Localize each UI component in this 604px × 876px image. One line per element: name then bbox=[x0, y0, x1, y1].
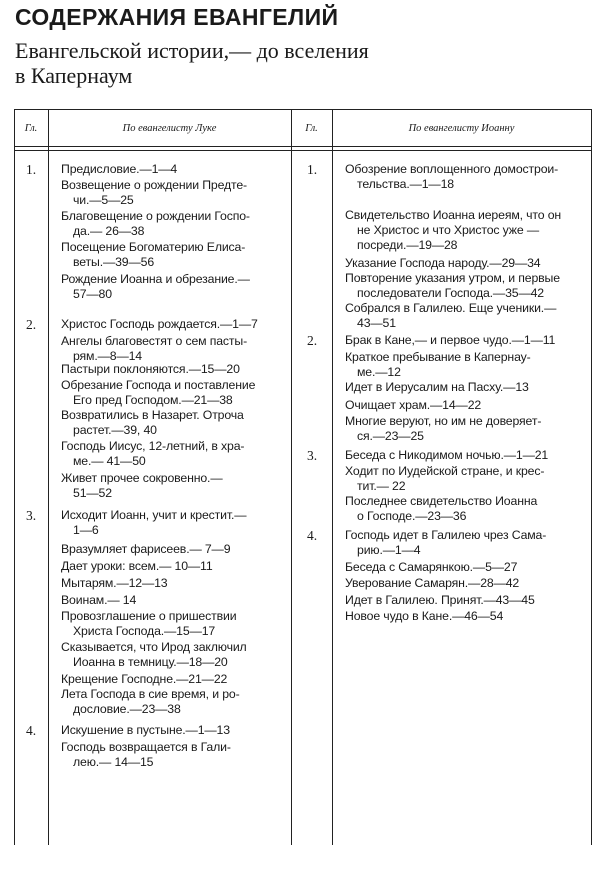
luke-entry-line: да.— 26—38 bbox=[73, 224, 145, 238]
luke-entry-line: Вразумляет фарисеев.— 7—9 bbox=[61, 542, 231, 556]
header-gl-right: Гл. bbox=[305, 123, 318, 134]
luke-entry-line: Крещение Господне.—21—22 bbox=[61, 672, 228, 686]
luke-entry-line: Ангелы благовестят о сем пасты- bbox=[61, 334, 248, 348]
john-entry bbox=[345, 380, 529, 395]
luke-entry bbox=[61, 559, 213, 574]
luke-chapter-number: 1. bbox=[25, 162, 37, 177]
luke-entry-line: Дает уроки: всем.— 10—11 bbox=[61, 559, 213, 573]
page-subtitle bbox=[15, 38, 435, 88]
header-divider bbox=[14, 150, 592, 151]
luke-chapter-number: 4. bbox=[25, 723, 37, 738]
luke-entry-line: дословие.—23—38 bbox=[73, 702, 181, 716]
luke-entry-line: Возвратились в Назарет. Отроча bbox=[61, 408, 244, 422]
luke-entry bbox=[61, 272, 250, 302]
luke-entry-line: Рождение Иоанна и обрезание.— bbox=[61, 272, 250, 286]
luke-entry bbox=[61, 178, 247, 208]
luke-entry bbox=[61, 640, 247, 670]
luke-entry bbox=[61, 471, 222, 501]
john-entry-line: рию.—1—4 bbox=[357, 543, 421, 557]
john-entry-line: ме.—12 bbox=[357, 365, 401, 379]
table-divider bbox=[48, 109, 49, 845]
luke-entry-line: чи.—5—25 bbox=[73, 193, 134, 207]
john-entry bbox=[345, 560, 517, 575]
luke-entry-line: Исходит Иоанн, учит и крестит.— bbox=[61, 508, 247, 522]
luke-entry bbox=[61, 687, 240, 717]
john-entry-line: Идет в Иерусалим на Пасху.—13 bbox=[345, 380, 529, 394]
header-john: По евангелисту Иоанну bbox=[408, 123, 515, 134]
john-entry bbox=[345, 494, 537, 524]
john-entry bbox=[345, 576, 519, 591]
luke-entry-line: Живет прочее сокровенно.— bbox=[61, 471, 223, 485]
luke-entry-line: веты.—39—56 bbox=[73, 255, 155, 269]
table-divider bbox=[332, 109, 333, 845]
luke-entry bbox=[61, 672, 227, 687]
luke-chapter-number: 3. bbox=[25, 508, 37, 523]
john-entry bbox=[345, 609, 503, 624]
luke-entry-line: Посещение Богоматерию Елиса- bbox=[61, 240, 246, 254]
luke-entry-line: лею.— 14—15 bbox=[73, 755, 154, 769]
john-entry-line: Ходит по Иудейской стране, и крес- bbox=[345, 464, 545, 478]
john-entry-line: Повторение указания утром, и первые bbox=[345, 271, 560, 285]
table-border-left bbox=[14, 109, 15, 845]
john-entry-line: Обозрение воплощенного домострои- bbox=[345, 162, 559, 176]
john-entry-line: Брак в Кане,— и первое чудо.—1—11 bbox=[345, 333, 556, 347]
john-entry bbox=[345, 414, 541, 444]
luke-entry-line: Господь возвращается в Гали- bbox=[61, 740, 231, 754]
john-entry-line: ся.—23—25 bbox=[357, 429, 424, 443]
luke-entry bbox=[61, 378, 255, 408]
header-luke: По евангелисту Луке bbox=[122, 123, 217, 134]
luke-entry bbox=[61, 408, 244, 438]
luke-entry-line: Христа Господа.—15—17 bbox=[73, 624, 216, 638]
luke-entry-line: Лета Господа в сие время, и ро- bbox=[61, 687, 240, 701]
john-entry-line: Свидетельство Иоанна иереям, что он bbox=[345, 208, 562, 222]
john-entry bbox=[345, 398, 481, 413]
john-chapter-number: 1. bbox=[306, 162, 318, 177]
john-entry-line: Собрался в Галилею. Еще ученики.— bbox=[345, 301, 557, 315]
subtitle-line: в Капернаум bbox=[15, 63, 133, 88]
subtitle-line: Евангельской истории,— до вселения bbox=[15, 38, 369, 63]
luke-entry bbox=[61, 317, 258, 332]
john-entry bbox=[345, 301, 556, 331]
luke-entry bbox=[61, 439, 244, 469]
luke-entry-line: Обрезание Господа и поставление bbox=[61, 378, 256, 392]
luke-entry-line: ме.— 41—50 bbox=[73, 454, 146, 468]
table-top-border bbox=[14, 109, 592, 110]
table-divider bbox=[291, 109, 292, 845]
john-entry-line: Беседа с Никодимом ночью.—1—21 bbox=[345, 448, 549, 462]
john-entry-line: Очищает храм.—14—22 bbox=[345, 398, 482, 412]
luke-entry bbox=[61, 240, 245, 270]
luke-entry-line: Предисловие.—1—4 bbox=[61, 162, 178, 176]
luke-entry bbox=[61, 209, 250, 239]
luke-entry-line: Благовещение о рождении Госпо- bbox=[61, 209, 250, 223]
john-entry bbox=[345, 208, 561, 253]
luke-chapter-number: 2. bbox=[25, 317, 37, 332]
john-entry-line: о Господе.—23—36 bbox=[357, 509, 467, 523]
john-entry-line: тельства.—1—18 bbox=[357, 177, 454, 191]
luke-entry-line: Сказывается, что Ирод заключил bbox=[61, 640, 247, 654]
luke-entry bbox=[61, 508, 246, 538]
luke-entry bbox=[61, 609, 236, 639]
john-entry-line: тит.— 22 bbox=[357, 479, 406, 493]
luke-entry-line: Провозглашение о пришествии bbox=[61, 609, 237, 623]
table-border-right bbox=[591, 109, 592, 845]
john-entry-line: Новое чудо в Кане.—46—54 bbox=[345, 609, 504, 623]
luke-entry-line: 51—52 bbox=[73, 486, 112, 500]
header-divider bbox=[14, 146, 592, 147]
header-gl-left: Гл. bbox=[24, 123, 38, 134]
luke-entry-line: Мытарям.—12—13 bbox=[61, 576, 168, 590]
john-entry bbox=[345, 350, 531, 380]
john-entry bbox=[345, 528, 546, 558]
john-entry-line: 43—51 bbox=[357, 316, 396, 330]
john-chapter-number: 3. bbox=[306, 448, 318, 463]
luke-entry bbox=[61, 162, 177, 177]
luke-entry-line: растет.—39, 40 bbox=[73, 423, 157, 437]
john-entry-line: Многие веруют, но им не доверяет- bbox=[345, 414, 542, 428]
luke-entry-line: Христос Господь рождается.—1—7 bbox=[61, 317, 258, 331]
luke-entry-line: Воинам.— 14 bbox=[61, 593, 137, 607]
luke-entry-line: Его пред Господом.—21—38 bbox=[73, 393, 233, 407]
luke-entry bbox=[61, 334, 247, 364]
john-entry-line: Беседа с Самарянкою.—5—27 bbox=[345, 560, 518, 574]
john-entry bbox=[345, 593, 535, 608]
luke-entry bbox=[61, 542, 230, 557]
john-entry-line: не Христос и что Христос уже — bbox=[357, 223, 539, 237]
john-chapter-number: 4. bbox=[306, 528, 318, 543]
luke-entry-line: Иоанна в темницу.—18—20 bbox=[73, 655, 228, 669]
page-title: СОДЕРЖАНИЯ ЕВАНГЕЛИЙ bbox=[15, 4, 339, 30]
john-entry-line: Уверование Самарян.—28—42 bbox=[345, 576, 520, 590]
john-entry-line: последователи Господа.—35—42 bbox=[357, 286, 544, 300]
john-entry bbox=[345, 256, 540, 271]
contents-table bbox=[14, 109, 592, 845]
john-entry-line: посреди.—19—28 bbox=[357, 238, 458, 252]
luke-entry bbox=[61, 740, 231, 770]
luke-entry bbox=[61, 593, 136, 608]
luke-entry-line: Возвещение о рождении Предте- bbox=[61, 178, 247, 192]
john-entry-line: Последнее свидетельство Иоанна bbox=[345, 494, 538, 508]
john-entry bbox=[345, 448, 548, 463]
luke-entry-line: 57—80 bbox=[73, 287, 112, 301]
john-entry-line: Указание Господа народу.—29—34 bbox=[345, 256, 541, 270]
luke-entry bbox=[61, 723, 230, 738]
luke-entry-line: Искушение в пустыне.—1—13 bbox=[61, 723, 230, 737]
luke-entry-line: Господь Иисус, 12-летний, в хра- bbox=[61, 439, 245, 453]
john-entry bbox=[345, 162, 558, 192]
john-entry-line: Идет в Галилею. Принят.—43—45 bbox=[345, 593, 535, 607]
luke-entry-line: 1—6 bbox=[73, 523, 99, 537]
john-entry-line: Краткое пребывание в Капернау- bbox=[345, 350, 531, 364]
luke-entry-line: рям.—8—14 bbox=[73, 349, 142, 363]
john-entry bbox=[345, 333, 555, 348]
john-entry bbox=[345, 464, 544, 494]
luke-entry bbox=[61, 576, 168, 591]
luke-entry bbox=[61, 362, 240, 377]
john-entry bbox=[345, 271, 560, 301]
john-chapter-number: 2. bbox=[306, 333, 318, 348]
john-entry-line: Господь идет в Галилею чрез Сама- bbox=[345, 528, 547, 542]
luke-entry-line: Пастыри поклоняются.—15—20 bbox=[61, 362, 240, 376]
